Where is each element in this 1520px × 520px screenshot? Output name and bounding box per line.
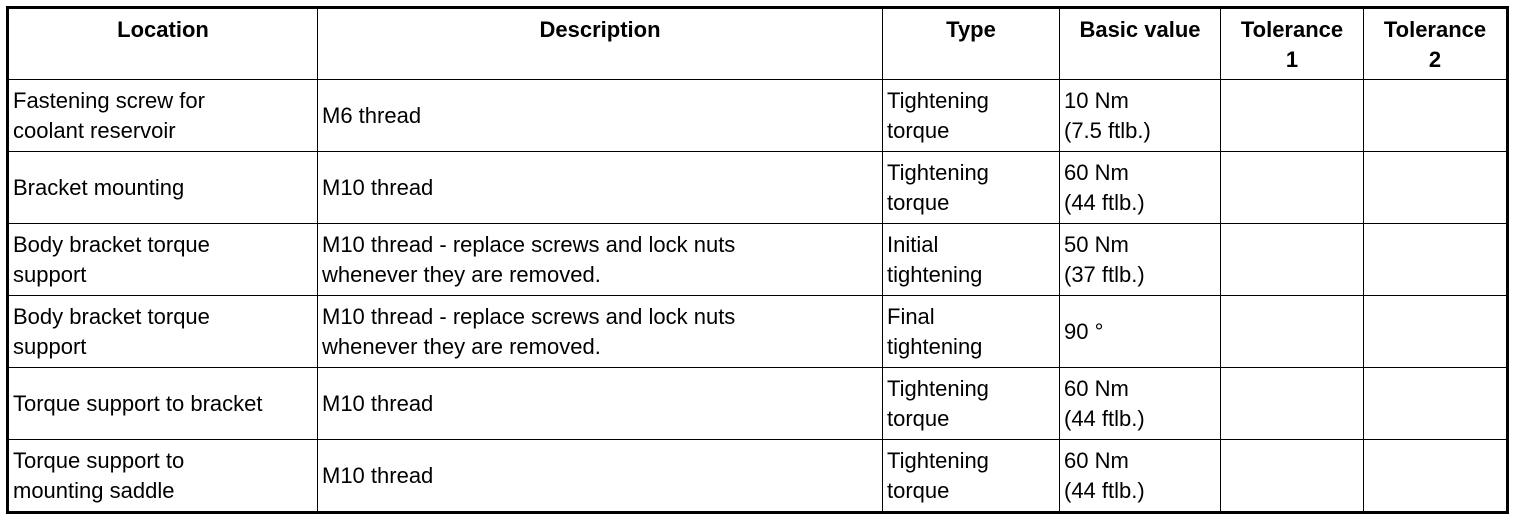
cell-tolerance-1 [1221, 80, 1364, 152]
cell-basic-value: 50 Nm (37 ftlb.) [1060, 224, 1221, 296]
cell-description: M10 thread - replace screws and lock nuts whenever they are removed. [318, 296, 883, 368]
cell-tolerance-1 [1221, 440, 1364, 513]
table-row [8, 80, 1508, 152]
cell-tolerance-1 [1221, 296, 1364, 368]
cell-tolerance-2 [1364, 80, 1508, 152]
cell-type: Initial tightening [883, 224, 1060, 296]
table-row [8, 224, 1508, 296]
cell-location: Torque support to mounting saddle [8, 440, 318, 513]
cell-type: Tightening torque [883, 152, 1060, 224]
torque-spec-table [6, 6, 1509, 514]
cell-description: M6 thread [318, 80, 883, 152]
table-row [8, 296, 1508, 368]
cell-basic-value: 60 Nm (44 ftlb.) [1060, 368, 1221, 440]
header-basic-value: Basic value [1060, 8, 1221, 80]
header-tolerance-1: Tolerance 1 [1221, 8, 1364, 80]
cell-tolerance-2 [1364, 224, 1508, 296]
header-description: Description [318, 8, 883, 80]
cell-type: Tightening torque [883, 80, 1060, 152]
cell-tolerance-1 [1221, 152, 1364, 224]
cell-location: Fastening screw for coolant reservoir [8, 80, 318, 152]
cell-tolerance-1 [1221, 224, 1364, 296]
table-row [8, 440, 1508, 513]
header-tolerance-2: Tolerance 2 [1364, 8, 1508, 80]
cell-type: Tightening torque [883, 368, 1060, 440]
cell-location: Body bracket torque support [8, 296, 318, 368]
cell-tolerance-2 [1364, 440, 1508, 513]
cell-description: M10 thread [318, 152, 883, 224]
cell-location: Body bracket torque support [8, 224, 318, 296]
cell-location: Torque support to bracket [8, 368, 318, 440]
cell-tolerance-2 [1364, 296, 1508, 368]
cell-basic-value: 10 Nm (7.5 ftlb.) [1060, 80, 1221, 152]
cell-type: Tightening torque [883, 440, 1060, 513]
header-type: Type [883, 8, 1060, 80]
cell-basic-value: 60 Nm (44 ftlb.) [1060, 152, 1221, 224]
header-row [8, 8, 1508, 80]
header-location: Location [8, 8, 318, 80]
cell-tolerance-1 [1221, 368, 1364, 440]
table-row [8, 368, 1508, 440]
cell-basic-value: 90 ° [1060, 296, 1221, 368]
cell-tolerance-2 [1364, 152, 1508, 224]
cell-description: M10 thread [318, 368, 883, 440]
cell-type: Final tightening [883, 296, 1060, 368]
table-row [8, 152, 1508, 224]
cell-description: M10 thread - replace screws and lock nuts whenever they are removed. [318, 224, 883, 296]
cell-basic-value: 60 Nm (44 ftlb.) [1060, 440, 1221, 513]
cell-tolerance-2 [1364, 368, 1508, 440]
cell-description: M10 thread [318, 440, 883, 513]
cell-location: Bracket mounting [8, 152, 318, 224]
